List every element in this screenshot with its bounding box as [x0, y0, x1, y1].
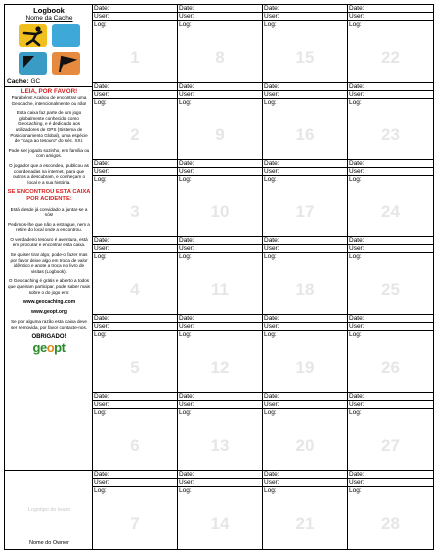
log-field[interactable]: Log: [94, 331, 107, 338]
date-field[interactable]: Date: [93, 471, 177, 479]
cache-name-label: Nome da Cache [25, 15, 73, 22]
log-entry-cell[interactable] [263, 315, 348, 393]
log-entry-cell[interactable] [93, 471, 178, 549]
log-entry-cell[interactable] [178, 393, 263, 471]
user-field[interactable]: User: [348, 479, 433, 487]
entry-number: 11 [211, 280, 229, 299]
entry-number: 6 [130, 436, 140, 455]
log-field[interactable]: Log: [179, 487, 192, 494]
date-field[interactable]: Date: [348, 471, 433, 479]
geopt-logo-text: ge [32, 340, 47, 356]
log-entry-cell[interactable] [93, 83, 178, 160]
date-field[interactable]: Date: [178, 5, 262, 13]
header-section [5, 5, 93, 87]
date-field[interactable]: Date: [178, 315, 262, 323]
log-entry-cell[interactable] [178, 237, 263, 315]
geopt-logo [5, 340, 93, 355]
entry-number: 21 [295, 514, 315, 533]
cache-code: GC [30, 78, 41, 85]
user-field[interactable]: User: [348, 13, 433, 21]
cache-code-line [7, 78, 40, 85]
log-field[interactable]: Log: [349, 409, 362, 416]
log-field[interactable]: Log: [349, 99, 362, 106]
log-entry-cell[interactable] [348, 393, 433, 471]
date-field[interactable]: Date: [263, 83, 347, 91]
info-paragraph: Esta caixa faz parte de um jogo globalmente conhecido como Geocaching, e é dedicado aos utilizadores de GPS (Sistema de Posicionamento Global), uma espécie de "caça ao tesouro" do séc. XXI. [10, 110, 88, 144]
entry-number: 23 [381, 125, 400, 144]
logo-quadrant-blue [52, 24, 80, 47]
date-field[interactable]: Date: [348, 83, 433, 91]
log-entry-cell[interactable] [348, 160, 433, 237]
info-paragraph: Está desde já convidado a juntar-se a nós! [10, 206, 88, 218]
log-field[interactable]: Log: [264, 253, 277, 260]
date-field[interactable]: Date: [178, 237, 262, 245]
date-field[interactable]: Date: [348, 315, 433, 323]
entry-number: 2 [130, 125, 140, 144]
entry-number: 16 [295, 125, 315, 144]
user-field[interactable]: User: [93, 13, 177, 21]
log-field[interactable]: Log: [179, 21, 192, 28]
date-field[interactable]: Date: [93, 237, 177, 245]
log-field[interactable]: Log: [264, 176, 277, 183]
user-field[interactable]: User: [178, 168, 262, 176]
accident-heading: SE ENCONTROU ESTA CAIXA POR ACIDENTE: [7, 189, 91, 202]
user-field[interactable]: User: [178, 13, 262, 21]
user-field[interactable]: User: [348, 168, 433, 176]
log-entry-cell[interactable] [263, 83, 348, 160]
info-paragraph: Pode ser jogado sozinho, em família ou com amigos. [8, 147, 90, 159]
log-entry-cell[interactable] [263, 393, 348, 471]
entry-number: 24 [381, 202, 400, 221]
date-field[interactable]: Date: [93, 393, 177, 401]
log-field[interactable]: Log: [94, 487, 107, 494]
entry-number: 20 [295, 436, 315, 455]
website-link-geocaching[interactable]: www.geocaching.com [22, 299, 76, 306]
info-paragraph: Pedimos-lhe que não a estrague, nem a retire do local onde a encontrou. [8, 221, 90, 233]
user-field[interactable]: User: [93, 245, 177, 253]
user-field[interactable]: User: [348, 245, 433, 253]
info-paragraph: O jogador que a escondeu, publicou as coordenadas na internet, para que outros a descubram, e conheçam o local e a sua história. [9, 162, 89, 185]
date-field[interactable]: Date: [263, 5, 347, 13]
logo-quadrant-teal [19, 52, 47, 75]
user-field[interactable]: User: [263, 479, 347, 487]
user-field[interactable]: User: [348, 91, 433, 99]
entry-number: 17 [295, 202, 315, 221]
website-link-geopt[interactable]: www.geopt.org [31, 309, 67, 316]
info-paragraph: O Geocaching é grátis e aberto a todos que queiram participar, pode saber mais sobre o do jogo em: [8, 278, 90, 295]
entry-number: 26 [381, 358, 400, 377]
log-entry-cell[interactable] [93, 237, 178, 315]
user-field[interactable]: User: [178, 479, 262, 487]
user-field[interactable]: User: [263, 168, 347, 176]
entry-number: 12 [210, 358, 230, 377]
date-field[interactable]: Date: [348, 393, 433, 401]
log-entry-cell[interactable] [93, 393, 178, 471]
log-entry-cell[interactable] [93, 5, 178, 83]
log-field[interactable]: Log: [349, 331, 362, 338]
user-field[interactable]: User: [93, 91, 177, 99]
date-field[interactable]: Date: [178, 393, 262, 401]
date-field[interactable]: Date: [93, 160, 177, 168]
log-entry-cell[interactable] [348, 5, 433, 83]
user-field[interactable]: User: [93, 401, 177, 409]
info-section [5, 87, 93, 471]
entry-number: 15 [295, 48, 315, 67]
log-entry-cell[interactable] [348, 315, 433, 393]
entry-number: 4 [130, 280, 140, 299]
date-field[interactable]: Date: [263, 237, 347, 245]
geocacher-figure-icon [19, 24, 47, 47]
user-field[interactable]: User: [263, 13, 347, 21]
date-field[interactable]: Date: [263, 315, 347, 323]
log-entry-cell[interactable] [178, 471, 263, 549]
entry-number: 3 [130, 202, 140, 221]
user-field[interactable]: User: [348, 401, 433, 409]
log-field[interactable]: Log: [264, 99, 277, 106]
read-please-heading: LEIA, POR FAVOR! [20, 88, 78, 95]
log-field[interactable]: Log: [264, 409, 277, 416]
logbook-sheet [4, 4, 434, 550]
user-field[interactable]: User: [178, 245, 262, 253]
log-entry-cell[interactable] [348, 237, 433, 315]
user-field[interactable]: User: [93, 323, 177, 331]
log-entry-cell[interactable] [348, 83, 433, 160]
log-field[interactable]: Log: [349, 487, 362, 494]
user-field[interactable]: User: [93, 479, 177, 487]
owner-name-label: Nome do Owner [28, 540, 70, 546]
owner-section [5, 471, 93, 549]
log-field[interactable]: Log: [94, 99, 107, 106]
date-field[interactable]: Date: [178, 83, 262, 91]
info-text [5, 95, 93, 185]
log-field[interactable]: Log: [349, 253, 362, 260]
user-field[interactable]: User: [263, 323, 347, 331]
log-field[interactable]: Log: [94, 176, 107, 183]
team-logo-placeholder: Logotipo do team [27, 507, 71, 513]
log-entry-cell[interactable] [93, 315, 178, 393]
page-title: Logbook [33, 6, 65, 15]
removal-note [5, 319, 93, 330]
user-field[interactable]: User: [263, 245, 347, 253]
log-field[interactable]: Log: [94, 409, 107, 416]
info-paragraph: O verdadeiro tesouro é aventura, está em procurar e encontrar esta caixa. [10, 236, 88, 248]
date-field[interactable]: Date: [348, 5, 433, 13]
log-field[interactable]: Log: [349, 176, 362, 183]
log-field[interactable]: Log: [264, 331, 277, 338]
info-paragraph: Se quiser tirar algo, pode-o fazer mas por favor deixe algo em troca de valor idêntico e anote a troca no livro de visitas (Logbook). [10, 252, 88, 274]
log-field[interactable]: Log: [264, 21, 277, 28]
log-field[interactable]: Log: [264, 487, 277, 494]
log-entry-cell[interactable] [263, 160, 348, 237]
date-field[interactable]: Date: [93, 5, 177, 13]
geocaching-logo [19, 24, 81, 76]
info-column [5, 5, 93, 549]
log-entry-cell[interactable] [178, 83, 263, 160]
date-field[interactable]: Date: [263, 393, 347, 401]
date-field[interactable]: Date: [348, 160, 433, 168]
user-field[interactable]: User: [178, 91, 262, 99]
log-field[interactable]: Log: [179, 409, 192, 416]
log-field[interactable]: Log: [179, 176, 192, 183]
user-field[interactable]: User: [263, 401, 347, 409]
user-field[interactable]: User: [263, 91, 347, 99]
geopt-logo-o: o [46, 340, 55, 356]
log-field[interactable]: Log: [179, 253, 192, 260]
entry-number: 5 [130, 358, 140, 377]
log-entry-cell[interactable] [263, 237, 348, 315]
log-field[interactable]: Log: [349, 21, 362, 28]
log-field[interactable]: Log: [179, 331, 192, 338]
entry-number: 25 [381, 280, 400, 299]
user-field[interactable]: User: [178, 401, 262, 409]
entry-number: 9 [215, 125, 225, 144]
date-field[interactable]: Date: [178, 471, 262, 479]
corner-arrow-icon [19, 52, 47, 75]
log-field[interactable]: Log: [94, 21, 107, 28]
removal-note-text: Se por alguma razão esta caixa deve ser removida, por favor contacte-nos. [10, 319, 88, 330]
user-field[interactable]: User: [93, 168, 177, 176]
entry-number: 14 [210, 514, 230, 533]
thanks-text: OBRIGADO! [31, 334, 67, 341]
entry-number: 22 [381, 48, 400, 67]
log-entry-cell[interactable] [263, 471, 348, 549]
log-entry-cell[interactable] [178, 5, 263, 83]
log-entry-cell[interactable] [263, 5, 348, 83]
entry-number: 8 [215, 48, 225, 67]
geopt-logo-tail: pt [54, 340, 66, 356]
entry-number: 27 [381, 436, 400, 455]
logo-quadrant-orange [52, 52, 80, 75]
log-field[interactable]: Log: [94, 253, 107, 260]
date-field[interactable]: Date: [348, 237, 433, 245]
log-field[interactable]: Log: [179, 99, 192, 106]
entry-number: 1 [130, 48, 140, 67]
date-field[interactable]: Date: [178, 160, 262, 168]
log-entry-cell[interactable] [348, 471, 433, 549]
user-field[interactable]: User: [178, 323, 262, 331]
entry-number: 18 [295, 280, 315, 299]
date-field[interactable]: Date: [263, 160, 347, 168]
log-entry-cell[interactable] [93, 160, 178, 237]
entry-number: 13 [210, 436, 230, 455]
user-field[interactable]: User: [348, 323, 433, 331]
date-field[interactable]: Date: [93, 315, 177, 323]
log-entry-cell[interactable] [178, 160, 263, 237]
entry-number: 7 [130, 514, 140, 533]
date-field[interactable]: Date: [263, 471, 347, 479]
info-paragraph: Parabéns! Acabou de encontrar uma Geocache, intencionalmente ou não! [11, 95, 87, 106]
entry-number: 19 [295, 358, 315, 377]
date-field[interactable]: Date: [93, 83, 177, 91]
cache-label: Cache: [7, 78, 29, 85]
accident-text [5, 207, 93, 296]
entry-number: 28 [381, 514, 400, 533]
log-entry-cell[interactable] [178, 315, 263, 393]
entry-number: 10 [210, 202, 230, 221]
logo-quadrant-yellow [19, 24, 47, 47]
flag-icon [52, 52, 80, 75]
